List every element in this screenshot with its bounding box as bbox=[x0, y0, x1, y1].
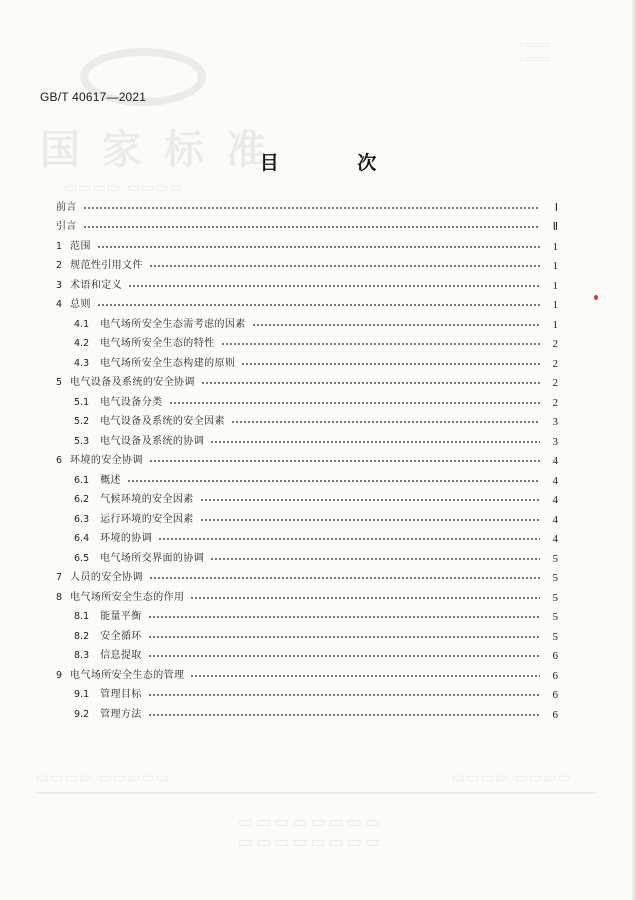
toc-entry[interactable] bbox=[56, 335, 558, 355]
toc-dot-leader bbox=[200, 499, 540, 501]
toc-entry-label: 总则 bbox=[70, 299, 91, 311]
toc-entry-label: 电气场所安全生态构建的原则 bbox=[100, 357, 236, 369]
toc-entry-number: 5.1 bbox=[74, 396, 90, 408]
toc-entry-number: 6.2 bbox=[74, 494, 90, 506]
toc-entry[interactable] bbox=[56, 608, 558, 628]
toc-entry-label: 电气设备及系统的协调 bbox=[100, 435, 205, 447]
toc-entry-page-number: 2 bbox=[552, 338, 558, 351]
toc-entry-number: 6.1 bbox=[74, 474, 90, 486]
toc-entry-number: 9 bbox=[56, 669, 63, 681]
toc-entry-page-number: 4 bbox=[552, 494, 558, 507]
toc-entry-page-number: 5 bbox=[552, 552, 558, 565]
toc-entry[interactable] bbox=[56, 218, 558, 238]
toc-entry-label: 环境的协调 bbox=[100, 533, 153, 545]
toc-entry-page-number: 4 bbox=[552, 513, 558, 526]
toc-entry-label: 前言 bbox=[56, 201, 77, 213]
toc-entry[interactable] bbox=[56, 452, 558, 472]
toc-entry-label: 信息提取 bbox=[100, 650, 142, 662]
toc-entry-number: 8.3 bbox=[74, 650, 90, 662]
toc-dot-leader bbox=[210, 558, 540, 560]
toc-entry[interactable] bbox=[56, 471, 558, 491]
toc-entry-page-number: 4 bbox=[552, 455, 558, 468]
toc-entry[interactable] bbox=[56, 257, 558, 277]
toc-entry-page-number: 5 bbox=[552, 611, 558, 624]
toc-entry-page-number: 3 bbox=[552, 416, 558, 429]
toc-entry[interactable] bbox=[56, 296, 558, 316]
toc-entry[interactable] bbox=[56, 393, 558, 413]
toc-entry-page-number: 6 bbox=[552, 689, 558, 702]
toc-entry[interactable] bbox=[56, 530, 558, 550]
toc-dot-leader bbox=[149, 577, 540, 579]
toc-entry-label: 气候环境的安全因素 bbox=[100, 494, 194, 506]
bleed-through-date-left: ▭▭▭▭ ▭▭▭▭▭ bbox=[36, 770, 170, 786]
toc-entry-page-number: 5 bbox=[552, 630, 558, 643]
toc-entry-page-number: 4 bbox=[552, 533, 558, 546]
toc-entry[interactable] bbox=[56, 627, 558, 647]
toc-entry-page-number: 3 bbox=[552, 435, 558, 448]
toc-dot-leader bbox=[128, 285, 540, 287]
toc-entry-number: 4.3 bbox=[74, 357, 90, 369]
toc-entry-label: 管理方法 bbox=[100, 708, 142, 720]
bleed-through-date-right: ▭▭▭▭ ▭▭▭▭ bbox=[452, 770, 572, 786]
toc-dot-leader bbox=[149, 265, 540, 267]
toc-entry[interactable] bbox=[56, 647, 558, 667]
toc-entry-number: 1 bbox=[56, 240, 63, 252]
toc-entry-page-number: 6 bbox=[552, 708, 558, 721]
toc-entry-page-number: 2 bbox=[552, 396, 558, 409]
toc-entry-label: 环境的安全协调 bbox=[70, 455, 143, 467]
toc-dot-leader bbox=[190, 597, 540, 599]
bleed-through-publisher: ▭▭▭▭▭▭▭▭ ▭▭▭▭▭▭▭▭ bbox=[238, 812, 383, 851]
toc-entry-label: 人员的安全协调 bbox=[70, 572, 143, 584]
toc-entry-number: 6 bbox=[56, 455, 63, 467]
toc-entry[interactable] bbox=[56, 374, 558, 394]
toc-dot-leader bbox=[190, 675, 540, 677]
toc-dot-leader bbox=[241, 363, 540, 365]
toc-entry-label: 电气场所安全生态的管理 bbox=[70, 669, 185, 681]
bleed-through-rule bbox=[36, 792, 596, 794]
toc-dot-leader bbox=[210, 441, 540, 443]
toc-entry-number: 5 bbox=[56, 377, 63, 389]
toc-dot-leader bbox=[201, 382, 540, 384]
toc-entry[interactable] bbox=[56, 354, 558, 374]
ink-mark bbox=[594, 295, 598, 300]
toc-entry[interactable] bbox=[56, 666, 558, 686]
toc-entry[interactable] bbox=[56, 276, 558, 296]
toc-entry[interactable] bbox=[56, 705, 558, 725]
toc-entry[interactable] bbox=[56, 686, 558, 706]
toc-entry-number: 4.2 bbox=[74, 338, 90, 350]
toc-entry-number: 9.2 bbox=[74, 708, 90, 720]
toc-entry-label: 术语和定义 bbox=[70, 279, 123, 291]
toc-entry-number: 4.1 bbox=[74, 318, 90, 330]
standard-code: GB/T 40617—2021 bbox=[40, 90, 147, 104]
toc-dot-leader bbox=[83, 207, 540, 209]
toc-dot-leader bbox=[148, 694, 540, 696]
toc-entry-page-number: 1 bbox=[552, 299, 558, 312]
toc-entry-label: 规范性引用文件 bbox=[70, 260, 143, 272]
toc-entry-label: 能量平衡 bbox=[100, 611, 142, 623]
toc-dot-leader bbox=[148, 636, 540, 638]
toc-entry-label: 概述 bbox=[100, 474, 121, 486]
toc-entry-page-number: 5 bbox=[552, 591, 558, 604]
toc-entry[interactable] bbox=[56, 432, 558, 452]
toc-entry[interactable] bbox=[56, 569, 558, 589]
toc-entry-page-number: 2 bbox=[552, 377, 558, 390]
toc-dot-leader bbox=[148, 714, 540, 716]
toc-entry[interactable] bbox=[56, 198, 558, 218]
toc-entry-page-number: Ⅰ bbox=[554, 201, 558, 214]
bleed-through-code: ▭▭▭▭ ▭▭▭▭ bbox=[64, 180, 184, 196]
toc-dot-leader bbox=[127, 480, 540, 482]
toc-entry-number: 6.3 bbox=[74, 513, 90, 525]
page-title: 目 次 bbox=[259, 152, 413, 174]
toc-entry-number: 7 bbox=[56, 572, 63, 584]
toc-entry-label: 管理目标 bbox=[100, 689, 142, 701]
toc-entry-page-number: 5 bbox=[552, 572, 558, 585]
toc-entry-number: 9.1 bbox=[74, 689, 90, 701]
toc-entry-page-number: 1 bbox=[552, 260, 558, 273]
toc-entry[interactable] bbox=[56, 510, 558, 530]
toc-entry-number: 5.2 bbox=[74, 416, 90, 428]
toc-dot-leader bbox=[83, 226, 540, 228]
toc-entry-number: 6.5 bbox=[74, 552, 90, 564]
toc-entry-page-number: Ⅱ bbox=[552, 221, 558, 234]
toc-entry-page-number: 1 bbox=[552, 279, 558, 292]
toc-entry-label: 电气设备及系统的安全协调 bbox=[70, 377, 195, 389]
toc-entry-label: 电气设备及系统的安全因素 bbox=[100, 416, 225, 428]
toc-entry-label: 电气场所安全生态的特性 bbox=[100, 338, 215, 350]
toc-entry-page-number: 2 bbox=[552, 357, 558, 370]
toc-entry[interactable] bbox=[56, 237, 558, 257]
toc-entry-page-number: 6 bbox=[552, 669, 558, 682]
toc-entry-label: 安全循环 bbox=[100, 630, 142, 642]
toc-entry[interactable] bbox=[56, 549, 558, 569]
scan-edge-shadow bbox=[632, 0, 636, 900]
bleed-through-corner: ▭▭▭ ▭▭▭ bbox=[518, 38, 550, 65]
toc-entry-page-number: 1 bbox=[552, 318, 558, 331]
toc-dot-leader bbox=[158, 538, 540, 540]
toc-entry-label: 电气场所交界面的协调 bbox=[100, 552, 205, 564]
toc-entry-number: 8.1 bbox=[74, 611, 90, 623]
toc-dot-leader bbox=[148, 616, 540, 618]
toc-entry-label: 运行环境的安全因素 bbox=[100, 513, 194, 525]
toc-entry-number: 4 bbox=[56, 299, 63, 311]
toc-dot-leader bbox=[252, 324, 540, 326]
toc-entry-number: 8.2 bbox=[74, 630, 90, 642]
toc-dot-leader bbox=[97, 246, 540, 248]
toc-entry-number: 5.3 bbox=[74, 435, 90, 447]
toc-dot-leader bbox=[221, 343, 540, 345]
toc-entry-label: 引言 bbox=[56, 221, 77, 233]
toc-dot-leader bbox=[231, 421, 540, 423]
toc-entry-number: 3 bbox=[56, 279, 63, 291]
toc-dot-leader bbox=[169, 402, 540, 404]
toc-entry-number: 2 bbox=[56, 260, 63, 272]
toc-entry[interactable] bbox=[56, 413, 558, 433]
toc-entry-number: 8 bbox=[56, 591, 63, 603]
toc-entry-page-number: 1 bbox=[552, 240, 558, 253]
toc-dot-leader bbox=[148, 655, 540, 657]
bleed-through-title: 国家标准 bbox=[40, 127, 288, 173]
toc-entry-number: 6.4 bbox=[74, 533, 90, 545]
toc-entry[interactable] bbox=[56, 588, 558, 608]
toc-dot-leader bbox=[149, 460, 540, 462]
table-of-contents bbox=[56, 198, 558, 725]
toc-entry-label: 范围 bbox=[70, 240, 91, 252]
toc-dot-leader bbox=[200, 519, 540, 521]
toc-entry-page-number: 4 bbox=[552, 474, 558, 487]
toc-entry-label: 电气场所安全生态需考虑的因素 bbox=[100, 318, 246, 330]
toc-entry[interactable] bbox=[56, 315, 558, 335]
toc-entry-label: 电气设备分类 bbox=[100, 396, 163, 408]
toc-entry[interactable] bbox=[56, 491, 558, 511]
toc-entry-page-number: 6 bbox=[552, 650, 558, 663]
toc-entry-label: 电气场所安全生态的作用 bbox=[70, 591, 185, 603]
toc-dot-leader bbox=[97, 304, 540, 306]
